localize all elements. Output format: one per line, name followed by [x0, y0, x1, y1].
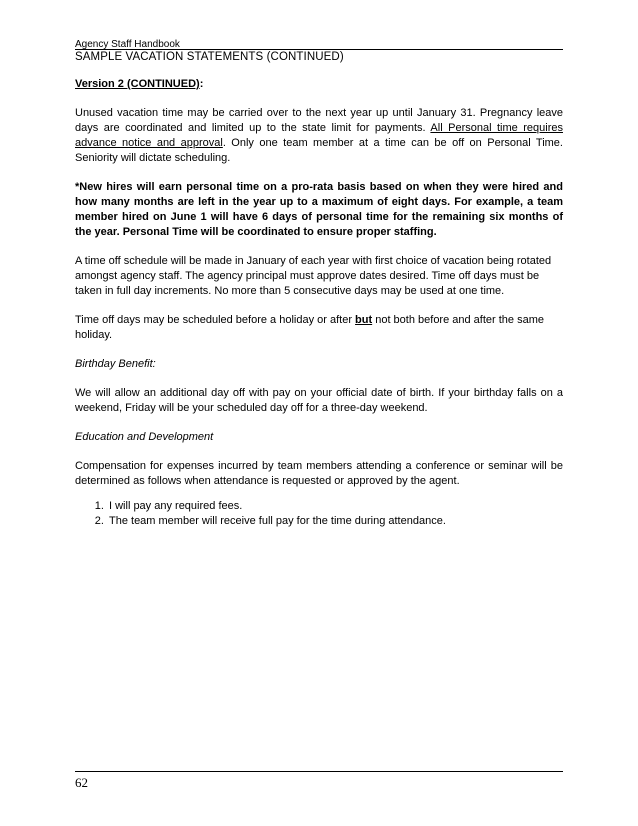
education-heading: Education and Development: [75, 431, 214, 443]
paragraph-carryover-text: Unused vacation time may be carried over to the next year up until January 31. Pregnancy leave days are coordinated and limited up to the state limit for payments.: [75, 107, 563, 134]
paragraph-carryover: [75, 106, 563, 166]
version-heading: Version 2 (CONTINUED): [75, 78, 200, 90]
version-heading-colon: :: [199, 78, 204, 90]
list-item: 2. The team member will receive full pay for the time during attendance.: [107, 514, 563, 529]
paragraph-holiday-before: Time off days may be scheduled before a holiday or after: [75, 314, 356, 326]
paragraph-birthday: We will allow an additional day off with pay on your official date of birth. If your birthday falls on a weekend, Friday will be your scheduled day off for a three-day weekend.: [75, 387, 563, 414]
paragraph-holiday-after: not both before and after the same holiday.: [75, 314, 544, 341]
birthday-heading: Birthday Benefit:: [75, 358, 156, 370]
paragraph-education: Compensation for expenses incurred by team members attending a conference or seminar will be determined as follows when attendance is requested or approved by the agent.: [75, 460, 563, 487]
paragraph-schedule: A time off schedule will be made in January of each year with first choice of vacation being rotated amongst agency staff. The agency principal must approve dates desired. Time off days must be taken in full day increments. No more than 5 consecutive days may be used at one time.: [75, 255, 552, 297]
paragraph-carryover-underlined: All Personal time requires advance notice and approval: [75, 122, 563, 149]
version-heading-line: [75, 77, 563, 92]
list-item: 1. I will pay any required fees.: [107, 499, 563, 514]
running-header-label: Agency Staff Handbook: [75, 39, 180, 50]
paragraph-holiday-emphasis: but: [355, 314, 373, 326]
footer-rule: [75, 771, 563, 772]
section-title: SAMPLE VACATION STATEMENTS (CONTINUED): [75, 51, 344, 63]
compensation-list: [75, 499, 563, 529]
paragraph-new-hires: *New hires will earn personal time on a pro-rata basis based on when they were hired and how many months are left in the year up to a maximum of eight days. For example, a team member hired on June 1 will have 6 days of personal time for the remaining six months of the year. Personal Time will be coordinated to ensure proper staffing.: [75, 181, 563, 238]
paragraph-carryover-after: . Only one team member at a time can be off on Personal Time. Seniority will dictate scheduling.: [75, 137, 563, 164]
document-body: [75, 77, 563, 529]
paragraph-holiday: [75, 313, 563, 343]
page-number: 62: [75, 775, 88, 790]
